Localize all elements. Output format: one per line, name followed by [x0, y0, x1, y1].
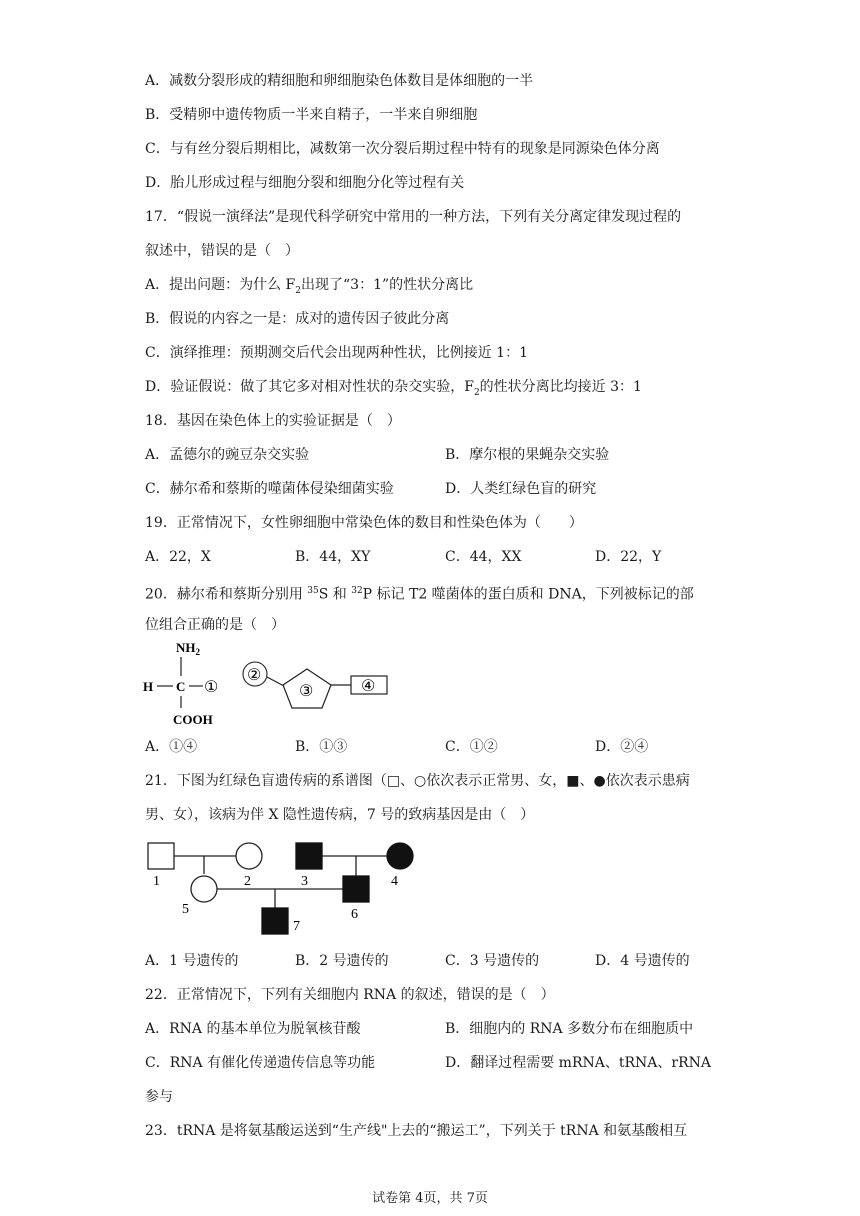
q21-option-c: C．3 号遗传的	[445, 953, 540, 969]
q20-stem-pre: 20．赫尔希和蔡斯分别用	[145, 586, 308, 603]
pedigree-7-affected-male	[262, 908, 288, 934]
q21-option-a: A．1 号遗传的	[145, 953, 239, 969]
pedigree-label-4: 4	[391, 874, 398, 889]
q19-stem: 19．正常情况下，女性卵细胞中常染色体的数目和性染色体为（ ）	[145, 515, 583, 531]
q17-option-b: B．假说的内容之一是：成对的遗传因子彼此分离	[145, 311, 450, 327]
q17-stem-line1: 17．“假说一演绎法”是现代科学研究中常用的一种方法，下列有关分离定律发现过程的	[145, 209, 682, 225]
q20-option-a: A．①④	[145, 739, 198, 755]
amino-h-label: H	[143, 679, 154, 694]
q22-option-d-continued: 参与	[145, 1089, 173, 1105]
pedigree-label-1: 1	[153, 874, 160, 889]
pedigree-4-affected-female	[387, 843, 413, 869]
q16-option-a: A．减数分裂形成的精细胞和卵细胞染色体数目是体细胞的一半	[145, 73, 534, 89]
marker-1: ①	[204, 679, 219, 696]
q19-option-b: B．44，XY	[295, 549, 371, 565]
q20-stem-line2: 位组合正确的是（ ）	[145, 617, 285, 633]
q22-option-a: A．RNA 的基本单位为脱氧核苷酸	[145, 1021, 361, 1037]
q17-option-c: C．演绎推理：预期测交后代会出现两种性状，比例接近 1：1	[145, 345, 528, 361]
marker-4: ④	[361, 678, 376, 695]
q19-option-c: C．44，XX	[445, 549, 522, 565]
q20-option-c: C．①②	[445, 739, 498, 755]
q18-stem: 18．基因在染色体上的实验证据是（ ）	[145, 413, 401, 429]
q21-option-d: D．4 号遗传的	[595, 953, 690, 969]
q16-option-b: B．受精卵中遗传物质一半来自精子，一半来自卵细胞	[145, 107, 478, 123]
q20-structure-figure	[140, 636, 400, 731]
q17-option-a-pre: A．提出问题：为什么 F	[145, 277, 296, 293]
q17-stem-line2: 叙述中，错误的是（ ）	[145, 243, 299, 259]
q18-option-d: D．人类红绿色盲的研究	[445, 481, 597, 497]
pedigree-6-affected-male	[343, 876, 369, 902]
q16-option-d: D．胎儿形成过程与细胞分裂和细胞分化等过程有关	[145, 175, 465, 191]
q22-option-d: D．翻译过程需要 mRNA、tRNA、rRNA	[445, 1055, 711, 1071]
q18-option-a: A．孟德尔的豌豆杂交实验	[145, 447, 310, 463]
q20-option-d: D．②④	[595, 739, 649, 755]
q22-option-b: B．细胞内的 RNA 多数分布在细胞质中	[445, 1021, 694, 1037]
amino-nh2-label: $NH_2$	[176, 640, 200, 657]
pedigree-label-2: 2	[244, 874, 251, 889]
q21-stem-line1: 21．下图为红绿色盲遗传病的系谱图（□、○依次表示正常男、女，■、●依次表示患病	[145, 773, 690, 789]
q22-option-c: C．RNA 有催化传递遗传信息等功能	[145, 1055, 376, 1071]
q22-stem: 22．正常情况下，下列有关细胞内 RNA 的叙述，错误的是（ ）	[145, 987, 555, 1003]
q23-stem-line1: 23．tRNA 是将氨基酸运送到“生产线"上去的“搬运工”，下列关于 tRNA 和氨基酸相互	[145, 1123, 688, 1139]
pedigree-5-normal-female	[191, 876, 217, 902]
marker-2: ②	[247, 667, 262, 684]
pedigree-2-normal-female	[236, 843, 262, 869]
q20-stem-mid: S 和	[318, 586, 352, 603]
q20-stem-post: P 标记 T2 噬菌体的蛋白质和 DNA，下列被标记的部	[362, 586, 694, 603]
q17-option-a-sub: 2	[295, 285, 302, 296]
q20-sup-32: 32	[351, 586, 363, 596]
pedigree-1-normal-male	[148, 843, 174, 869]
pedigree-3-affected-male	[296, 843, 322, 869]
q21-stem-line2: 男、女），该病为伴 X 隐性遗传病，7 号的致病基因是由（ ）	[145, 807, 535, 823]
q16-option-c: C．与有丝分裂后期相比，减数第一次分裂后期过程中特有的现象是同源染色体分离	[145, 141, 660, 157]
q19-option-a: A．22，X	[145, 549, 211, 565]
q17-option-d-sub: 2	[473, 387, 480, 398]
page-footer: 试卷第 4页，共 7页	[372, 1191, 488, 1206]
amino-cooh-label: COOH	[173, 712, 213, 727]
q17-option-d-pre: D．验证假说：做了其它多对相对性状的杂交实验，F	[145, 379, 474, 395]
q20-sup-35: 35	[307, 586, 319, 596]
pedigree-label-3: 3	[301, 874, 308, 889]
q19-option-d: D．22，Y	[595, 549, 662, 565]
bond-phosphate-sugar	[267, 677, 284, 686]
pedigree-label-6: 6	[351, 907, 358, 922]
q17-option-a	[145, 276, 473, 300]
q17-option-a-post: 出现了“3：1”的性状分离比	[301, 277, 474, 293]
q18-option-c: C．赫尔希和蔡斯的噬菌体侵染细菌实验	[145, 481, 394, 497]
q20-option-b: B．①③	[295, 739, 348, 755]
q20-stem-line1	[145, 582, 694, 604]
marker-3: ③	[299, 683, 314, 700]
q21-option-b: B．2 号遗传的	[295, 953, 389, 969]
pedigree-label-5: 5	[182, 902, 189, 917]
q17-option-d	[145, 378, 642, 402]
amino-c-label: C	[176, 679, 186, 694]
pedigree-label-7: 7	[293, 919, 300, 934]
q18-option-b: B．摩尔根的果蝇杂交实验	[445, 447, 610, 463]
q21-pedigree-chart	[140, 838, 430, 938]
q17-option-d-post: 的性状分离比均接近 3：1	[479, 379, 642, 395]
